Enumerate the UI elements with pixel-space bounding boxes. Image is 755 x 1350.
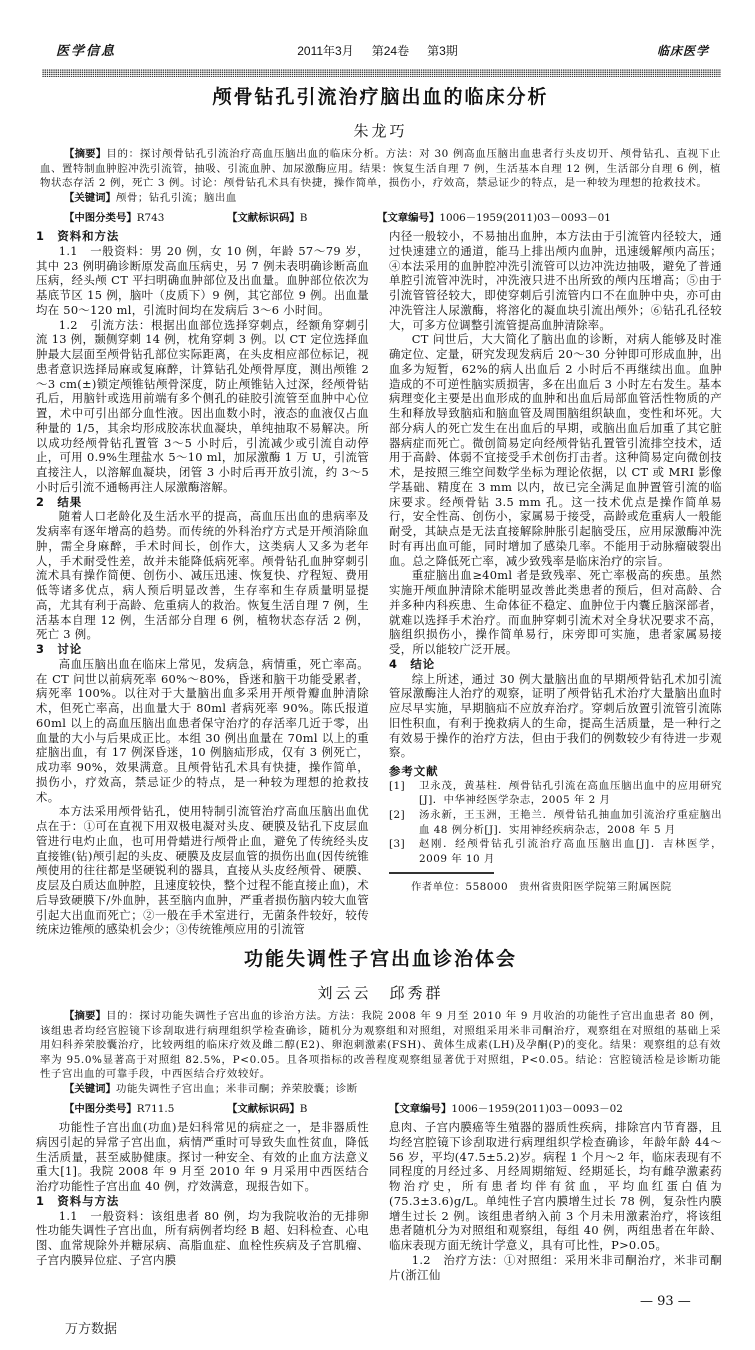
issue-number: 第3期 xyxy=(427,44,458,58)
paragraph: 1.1 一般资料：该组患者 80 例，均为我院收治的无排卵性功能失调性子宫出血，所有病例者均经 B 超、妇科检查、心电图、血常规除外并糖尿病、高脂血症、血栓性疾病及子宫肌瘤、子宫内膜异位症、子宫内膜 xyxy=(36,1208,369,1267)
article2-classification xyxy=(64,1102,725,1116)
abstract-label: 【摘要】 xyxy=(64,1010,107,1022)
doc-code-label: 【文献标识码】 xyxy=(227,212,300,224)
reference-number: [3] xyxy=(389,838,406,851)
article2-abstract xyxy=(40,1009,721,1096)
issue-date: 2011年3月 xyxy=(297,44,354,58)
paragraph: 1.2 引流方法：根据出血部位选择穿刺点，经额角穿刺引流 13 例，颞侧穿刺 14 例，枕角穿刺 3 例。以 CT 定位选择血肿最大层面至颅骨钻孔部位实际距离，在头皮相应部位标记，视患者意识选择局麻或复麻醉，计算钻孔处颅骨厚度，测出颅锥 2～3 cm(±)锁定颅锥钻颅骨深度，防止颅锥钻入过深，经颅骨钻孔后，用脑针或选用前端有多个侧孔的硅胶引流管至血肿中心位置，术中可引出部分血性液。因出血数小时，液态的血液仅占血种量的 1/5，其余均形成胶冻状血凝块，单纯抽取不易解决。所以成功经颅骨钻孔置管 3～5 小时后，引流减少或引流自动停止，可用 0.9%生理盐水 5～10 ml，加尿激酶 1 万 U，引流管直接注人，以溶解血凝块，闭管 3 小时后再开放引流，约 3～5 小时后引流不通畅再注人尿激酶溶解。 xyxy=(36,317,369,494)
article1-abstract xyxy=(40,147,721,205)
abstract-label: 【摘要】 xyxy=(64,148,107,160)
article1 xyxy=(36,85,725,937)
reference-item xyxy=(389,779,722,808)
article2-title: 功能失调性子宫出血诊治体会 xyxy=(243,948,517,970)
article-no-value: 1006－1959(2011)03－0093－01 xyxy=(439,212,611,224)
article1-body xyxy=(36,229,725,937)
doc-code-value: B xyxy=(299,212,308,224)
article2-body xyxy=(36,1120,725,1282)
article2-authors: 刘云云 邱秀群 xyxy=(317,984,444,1002)
paragraph: 1.1 一般资料：男 20 例，女 10 例，年龄 57～79 岁，其中 23 例明确诊断原发高血压病史，另 7 例未表明确诊断高血压病，经头颅 CT 平扫明确血肿部位及出血量。血肿部位依次为基底节区 15 例，脑叶（皮质下）9 例，其它部位 9 例。出血量均在 50～120 ml，引流时间均在发病后 3～6 小时间。 xyxy=(36,243,369,317)
section-heading: 3 讨论 xyxy=(36,642,83,656)
clc-value: R711.5 xyxy=(136,1103,175,1115)
keywords-text: 颅骨；钻孔引流；脑出血 xyxy=(115,191,237,204)
reference-text: 卫永茂，黄基柱．颅骨钻孔引流在高血压脑出血中的应用研究[J]．中华神经医学杂志，2005 年 2 月 xyxy=(419,779,722,807)
paragraph: 息肉、子宫内膜癌等生殖器的器质性疾病，排除宫内节育器，且均经宫腔镜下诊刮取进行病理组织学检查确诊，年龄年龄 44～56 岁，平均(47.5±5.2)岁。病程 1 个月～2 年，临床表现有不同程度的月经过多、月经周期缩短、经期延长，均有雌孕激素药物治疗史，所有患者均伴有贫血，平均血红蛋白值为(75.3±3.6)g/L。单纯性子宫内膜增生过长 78 例，复杂性内膜增生过长 2 例。该组患者纳入前 3 个月未用激素治疗，将该组患者随机分为对照组和观察组，每组 40 例，两组患者在年龄、临床表现方面无统计学意义，具有可比性，P>0.05。 xyxy=(389,1120,722,1252)
reference-item xyxy=(389,837,722,866)
abstract-text: 目的：探讨功能失调性子宫出血的诊治方法。方法：我院 2008 年 9 月至 2010 年 9 月收治的功能性子宫出血患者 80 例，该组患者均经宫腔镜下诊刮取进行病理组织学检查确诊，随机分为观察组和对照组，对照组采用米非司酮治疗，观察组在对照组的基础上采用妇科养荣胶囊治疗，比较两组的临床疗效及雌二醇(E2)、卵泡刺激素(FSH)、黄体生成素(LH)及孕酮(P)的变化。结果：观察组的总有效率为 95.0%显著高于对照组 82.5%，P<0.05。且各项指标的改善程度观察组显著优于对照组，P<0.05。结论：宫腔镜活检是诊断功能性子宫出血的可靠手段，中西医结合疗效较好。 xyxy=(40,1010,721,1080)
paragraph: 功能性子宫出血(功血)是妇科常见的病症之一，是非器质性病因引起的异常子宫出血，病情严重时可导致失血性贫血，降低生活质量，甚至威胁健康。探讨一种安全、有效的止血方法意义重大[1]。我院 2008 年 9 月至 2010 年 9 月采用中西医结合治疗功能性子宫出血 40 例，疗效满意，现报告如下。 xyxy=(36,1120,369,1193)
article1-left-column xyxy=(36,229,369,937)
paragraph: 重症脑出血≥40ml 者是致残率、死亡率极高的疾患。虽然实施开颅血肿清除术能明显改善此类患者的预后，但对高龄、合并多种内科疾患、生命体征不稳定、血肿位于内囊丘脑深部者，就难以选择手术治疗。而血肿穿刺引流术对全身状况要求不高，脑组织损伤小，操作简单易行，床旁即可实施，患者家属易接受，所以能较广泛开展。 xyxy=(389,568,722,656)
reference-item xyxy=(389,808,722,837)
references-heading: 参考文献 xyxy=(389,764,439,778)
clc-value: R743 xyxy=(136,212,165,224)
section-name: 临床医学 xyxy=(656,44,709,58)
paragraph: 1.2 治疗方法：①对照组：采用米非司酮治疗，米非司酮片(浙江仙 xyxy=(389,1252,722,1282)
issue-volume: 第24卷 xyxy=(371,44,410,58)
page-number: — 93 — xyxy=(640,1294,691,1310)
keywords-label: 【关键词】 xyxy=(64,191,116,204)
keywords-text: 功能失调性子宫出血；米非司酮；养荣胶囊；诊断 xyxy=(115,1082,358,1095)
doc-code-value: B xyxy=(299,1103,308,1115)
article-no-value: 1006－1959(2011)03－0093－02 xyxy=(451,1103,623,1115)
doc-code-label: 【文献标识码】 xyxy=(227,1103,300,1115)
journal-name: 医学信息 xyxy=(56,44,117,59)
article2-left-column xyxy=(36,1120,369,1268)
paragraph: 本方法采用颅骨钻孔，使用特制引流管治疗高血压脑出血优点在于：①可在直视下用双极电凝对头皮、硬膜及钻孔下皮层血管进行电灼止血，也可用骨蜡进行颅骨止血，避免了传统经头皮直接锥(钻)颅引起的头皮、硬膜及皮层血管的损伤出血(因传统锥颅使用的往往都是坚硬锐利的器具，直接从头皮经颅骨、硬膜、皮层及白质达血肿腔，且速度较快，整个过程不能直接止血)，术后导致硬膜下/外血肿，甚至脑内血肿，严重者损伤脑内较大血管引起大出血而死亡；②一般在手术室进行，无菌条件较好，较传统床边锥颅的感染机会少；③传统锥颅应用的引流管 xyxy=(36,804,369,937)
header-divider xyxy=(42,69,721,77)
paragraph: 综上所述，通过 30 例大量脑出血的早期颅骨钻孔术加引流管尿激酶注人治疗的观察，证明了颅骨钻孔术治疗大量脑出血时应尽早实施，早期脑疝不应放弃治疗。穿刺后放置引流管引流陈旧性积血，有利于挽救病人的生命，提高生活质量，是一种行之有效易于操作的治疗方法，但由于我们的例数较少有待进一步观察。 xyxy=(389,671,722,760)
running-header xyxy=(36,40,725,59)
source-watermark: 万方数据 xyxy=(65,1322,118,1338)
article2-right-column xyxy=(389,1120,722,1282)
abstract-text: 目的：探讨颅骨钻孔引流治疗高血压脑出血的临床分析。方法：对 30 例高血压脑出血患者行头皮切开、颅骨钻孔、直视下止血、置特制血肿腔冲洗引流管，抽吸、引流血肿、加尿激酶应用。结果：恢复生活自理 7 例，生活基本自理 12 例，生活部分自理 6 例，植物状态存活 2 例，死亡 3 例。讨论：颅骨钻孔术具有快捷，操作简单，损伤小，疗效高，禁忌证少的特点，是一种较为理想的抢救技术。 xyxy=(40,148,722,189)
paragraph: 随着人口老龄化及生活水平的提高，高血压出血的患病率及发病率有逐年增高的趋势。而传统的外科治疗方式是开颅消除血肿，需全身麻醉，手术时间长，创作大，这类病人又多为老年人，手术耐受性差，故并未能降低病死率。颅骨钻孔血肿穿刺引流术具有操作简便、创伤小、减压迅速、恢复快、疗程短、费用低等诸多优点，病人预后明显改善，生存率和生存质量明显提高，尤其有利于高龄、危重病人的救治。恢复生活自理 7 例，生活基本自理 12 例，生活部分自理 6 例，植物状态存活 2 例，死亡 3 例。 xyxy=(36,509,369,642)
article1-right-column xyxy=(389,229,722,894)
clc-label: 【中图分类号】 xyxy=(64,212,137,224)
keywords-label: 【关键词】 xyxy=(64,1082,116,1095)
paragraph: CT 问世后，大大简化了脑出血的诊断，对病人能够及时准确定位、定量，研究发现发病后 20～30 分钟即可形成血肿，出血多为短暂，62%的病人出血后 2 小时后不再继续出血。血肿造成的不可逆性脑实质损害，多在出血后 3 小时左右发生。基本病理变化主要是出血形成的血肿和出血后局部血管活性物质的产生和释放导致脑疝和脑血管及周围脑组织缺血，变性和坏死。大部分病人的死亡发生在出血后的早期，或脑出血后加重了其它脏器病症而死亡。微创简易定向经颅骨钻孔置管引流排空技术，适用于高龄、体弱不宜接受手术创伤打击者。这种简易定向微创技术，是按照三维空间数学坐标为理论依据，以 CT 或 MRI 影像学基础、精度在 3 mm 以内，故已完全满足血肿置管引流的临床要求。经颅骨钻 3.5 mm 孔。这一技术优点是操作简单易行，安全性高、创伤小，家属易于接受，高龄或危重病人一般能耐受，其缺点是无法直接解除肿胀引起脑受压，应用尿激酶冲洗时有再出血可能，同时增加了感染几率。不能用于动脉瘤破裂出血。总之降低死亡率，减少致残率是临床治疗的宗旨。 xyxy=(389,332,722,568)
article1-title: 颅骨钻孔引流治疗脑出血的临床分析 xyxy=(212,86,549,108)
article2 xyxy=(36,947,725,1282)
reference-number: [2] xyxy=(389,808,406,821)
section-heading: 2 结果 xyxy=(36,494,83,509)
article-no-label: 【文章编号】 xyxy=(377,212,440,224)
page-footer xyxy=(36,1290,725,1340)
author-affiliation: 作者单位：558000 贵州省贵阳医学院第三附属医院 xyxy=(411,880,672,893)
article1-author: 朱龙巧 xyxy=(353,122,408,140)
paragraph: 内径一般较小，不易抽出血肿，本方法由于引流管内径较大，通过快速建立的通道，能马上排出颅内血肿，迅速缓解颅内高压；④本法采用的血肿腔冲洗引流管可以边冲洗边抽吸，避免了普通单腔引流管冲洗时，冲洗液只进不出所致的颅内压增高；⑤由于引流管管径较大，即使穿刺后引流管内口不在血肿中央，亦可由冲洗管注人尿激酶，将溶化的凝血块引流出颅外；⑥钻孔孔径较大，可多方位调整引流管提高血肿清除率。 xyxy=(389,229,722,332)
section-heading: 1 资料和方法 xyxy=(36,229,120,243)
references-list xyxy=(389,779,722,895)
clc-label: 【中图分类号】 xyxy=(64,1103,137,1115)
reference-text: 赵刚．经颅骨钻孔引流治疗高血压脑出血[J]．吉林医学，2009 年 10 月 xyxy=(419,838,722,865)
section-heading: 4 结论 xyxy=(389,656,436,671)
issue-info xyxy=(297,42,476,59)
reference-number: [1] xyxy=(389,779,406,792)
paragraph: 高血压脑出血在临床上常见，发病急，病情重，死亡率高。在 CT 问世以前病死率 60%～80%，昏迷和脑干功能受累者，病死率 100%。以往对于大量脑出血多采用开颅骨瓣血肿清除术，但死亡率高，出血量大于 80ml 者病死率 90%。陈氏报道 60ml 以上的高血压脑出血患者保守治疗的存活率几近于零，出血量的大小与后果成正比。本组 30 例出血量在 70ml 以上的重症脑出血，有 17 例深昏迷，10 例脑疝形成，仅有 3 例死亡，成功率 90%，效果满意。且颅骨钻孔术具有快捷，操作简单，损伤小，疗效高，禁忌证少的特点，是一种较为理想的抢救技术。 xyxy=(36,656,369,804)
section-heading: 1 资料与方法 xyxy=(36,1193,120,1208)
article-no-label: 【文章编号】 xyxy=(389,1103,452,1115)
article1-classification xyxy=(64,211,725,225)
reference-text: 汤永新，王玉洲，王艳兰．颅骨钻孔抽血加引流治疗重症脑出血 48 例分析[J]．实用神经疾病杂志，2008 年 5 月 xyxy=(419,808,722,836)
footnote-rule xyxy=(389,872,494,874)
